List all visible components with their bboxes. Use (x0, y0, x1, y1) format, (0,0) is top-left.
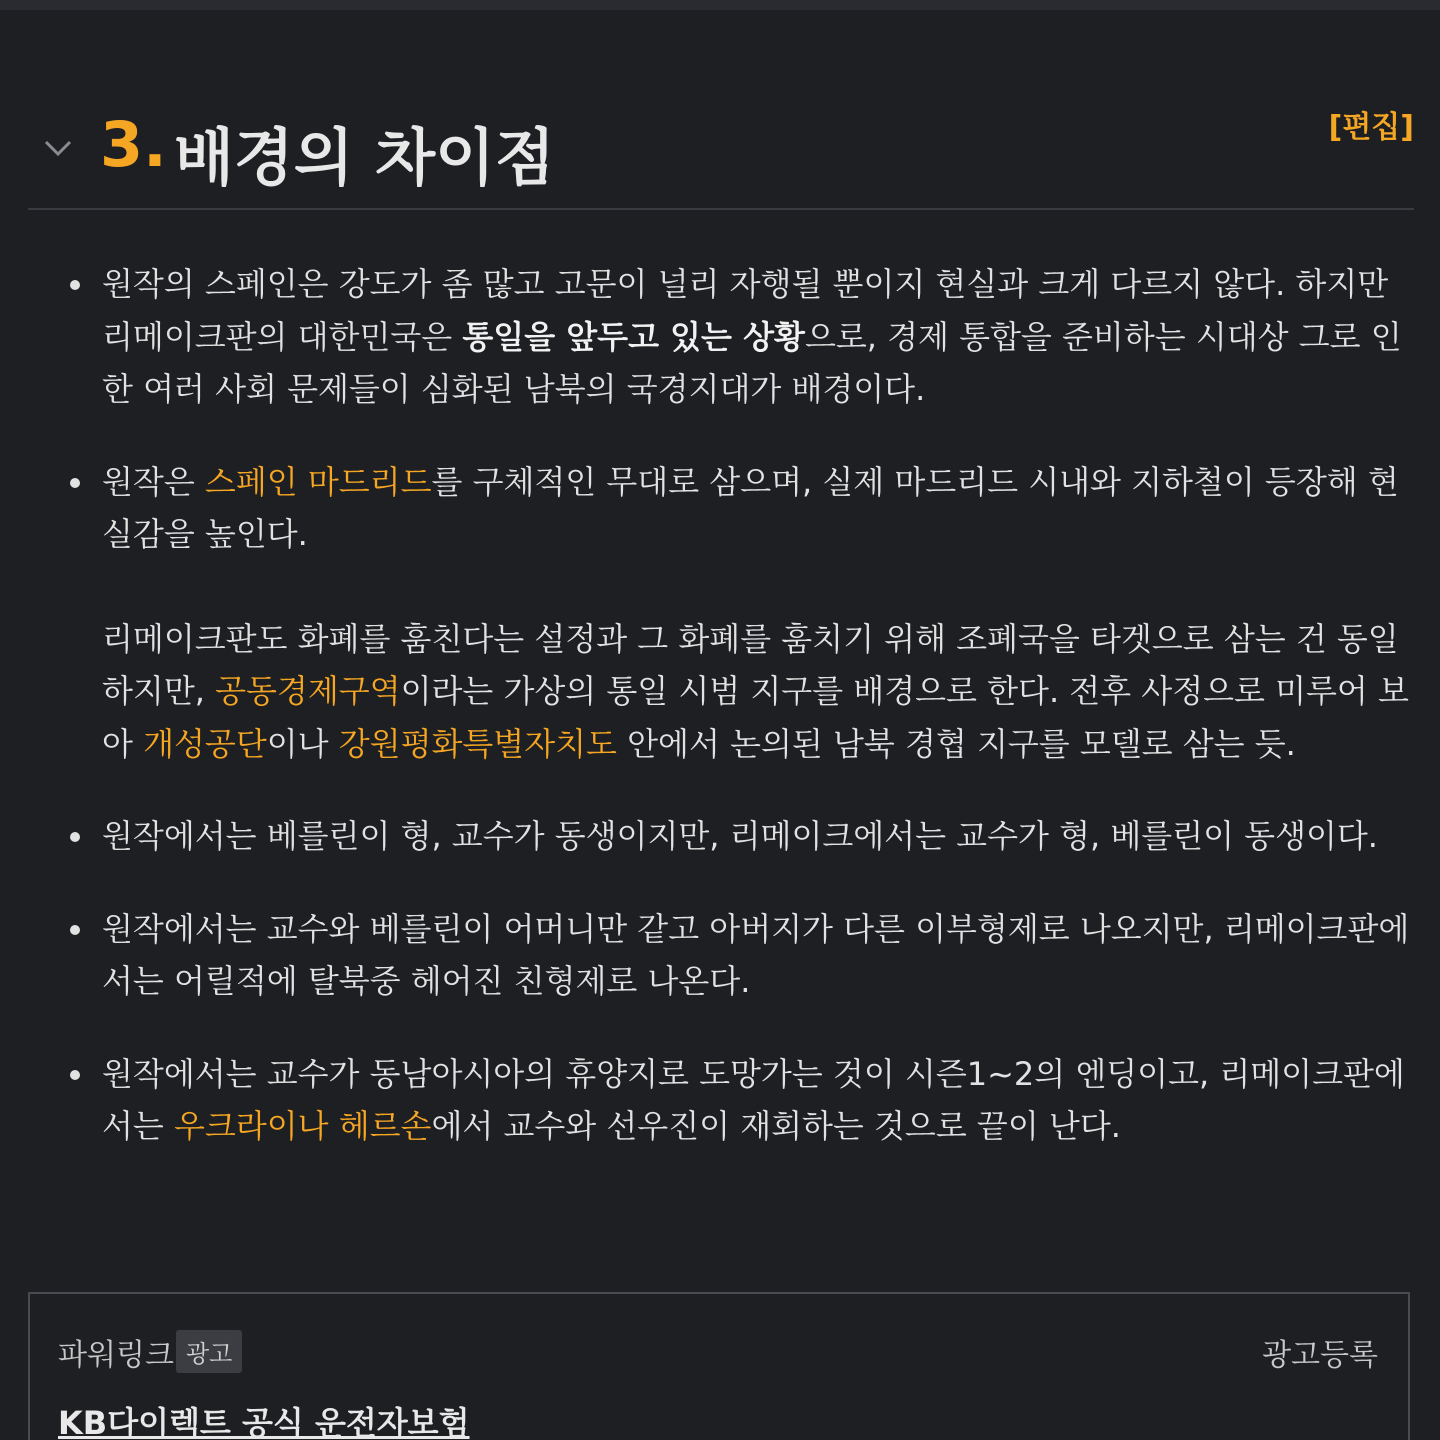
bullet-dot (70, 1070, 80, 1080)
ad-label: 파워링크 (58, 1338, 174, 1373)
internal-link[interactable]: 우크라이나 헤르손 (174, 1107, 432, 1145)
text-run: 으로, 경제 통합을 준비하는 시대상 그로 인한 여러 사회 문제들이 심화된 남북의 국경지대가 배경이다. (102, 317, 1402, 408)
list-item (62, 258, 1412, 416)
list-item (62, 1048, 1412, 1153)
list-item (62, 456, 1412, 771)
section-title: 배경의 차이점 (174, 121, 555, 194)
text-run: 원작에서는 베를린이 형, 교수가 동생이지만, 리메이크에서는 교수가 형, 베를린이 동생이다. (102, 817, 1378, 855)
bullet-dot (70, 925, 80, 935)
list-item-text (102, 810, 1412, 863)
ad-title-link[interactable]: KB다이렉트 공식 운전자보험 (58, 1404, 470, 1440)
bold-text: 통일을 앞두고 있는 상황 (462, 317, 805, 356)
text-run: 원작에서는 교수가 동남아시아의 휴양지로 도망가는 것이 시즌1~2의 엔딩이고, 리메이크판에서는 (102, 1054, 1405, 1145)
internal-link[interactable]: 공동경제구역 (215, 672, 401, 710)
list-item-text (102, 1048, 1412, 1153)
internal-link[interactable]: 개성공단 (143, 724, 267, 763)
internal-link[interactable]: 강원평화특별자치도 (338, 724, 617, 763)
text-run: 원작에서는 교수와 베를린이 어머니만 같고 아버지가 다른 이부형제로 나오지만, 리메이크판에서는 어릴적에 탈북중 헤어진 친형제로 나온다. (102, 909, 1410, 1000)
list-item (62, 810, 1412, 863)
powerlink-ad (28, 1292, 1410, 1440)
text-run: 에서 교수와 선우진이 재회하는 것으로 끝이 난다. (431, 1107, 1121, 1145)
text-run: 리메이크판도 화폐를 훔친다는 설정과 그 화폐를 훔치기 위해 조폐국을 타겟으로 삼는 건 동일하지만, (102, 619, 1399, 710)
section-number: 3. (100, 108, 167, 181)
text-run: 이나 (266, 724, 339, 763)
list-item-text (102, 258, 1412, 416)
bullet-dot (70, 832, 80, 842)
list-item-text (102, 456, 1412, 561)
ad-badge: 광고 (176, 1330, 242, 1373)
list-item-text (102, 903, 1412, 1008)
text-run: 를 구체적인 무대로 삼으며, 실제 마드리드 시내와 지하철이 등장해 현실감을 높인다. (102, 462, 1399, 553)
list-item (62, 903, 1412, 1008)
text-run: 원작은 (102, 462, 205, 501)
section-content (62, 258, 1412, 1193)
previous-content-strip (0, 0, 1440, 10)
text-run: 이라는 가상의 통일 시범 지구를 배경으로 한다. 전후 사정으로 미루어 보아 (102, 672, 1409, 763)
bullet-dot (70, 280, 80, 290)
bullet-dot (70, 478, 80, 488)
list-item-paragraph (102, 613, 1412, 771)
section-heading (28, 96, 1414, 210)
text-run: 안에서 논의된 남북 경협 지구를 모델로 삼는 듯. (616, 724, 1296, 763)
edit-link[interactable]: [편집] (1328, 110, 1414, 145)
internal-link[interactable]: 스페인 마드리드 (204, 462, 432, 501)
text-run: 원작의 스페인은 강도가 좀 많고 고문이 널리 자행될 뿐이지 현실과 크게 다르지 않다. 하지만 리메이크판의 대한민국은 (102, 265, 1389, 356)
chevron-down-icon[interactable] (40, 130, 76, 166)
ad-register-link[interactable]: 광고등록 (1262, 1338, 1378, 1373)
